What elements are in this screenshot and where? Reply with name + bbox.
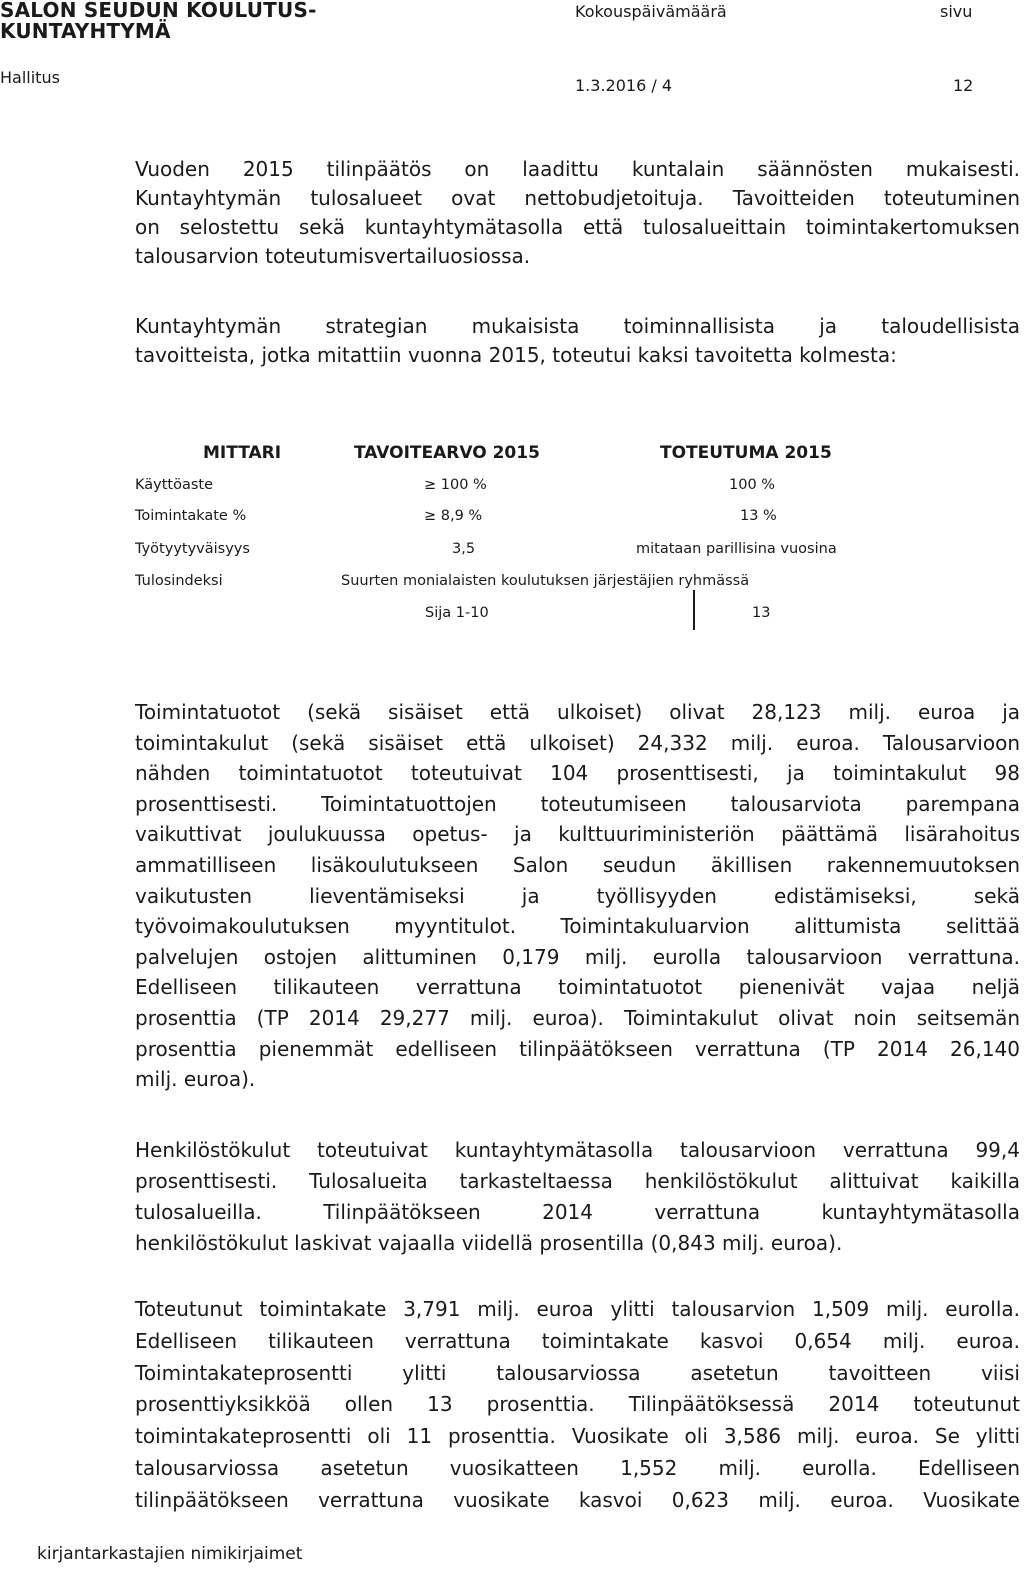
table-header-metric: MITTARI	[203, 443, 282, 463]
meeting-date-value: 1.3.2016 / 4	[575, 76, 672, 95]
paragraph-strategy-goals	[135, 312, 1020, 370]
text-line: prosenttiyksikköä ollen 13 prosenttia. Tilinpäätöksessä 2014 toteutunut	[135, 1392, 1020, 1417]
table-header-actual: TOTEUTUMA 2015	[660, 443, 832, 463]
text-line: toimintakateprosentti oli 11 prosenttia. Vuosikate oli 3,586 milj. euroa. Se ylitti	[135, 1424, 1020, 1449]
table-cell-target: 3,5	[452, 541, 476, 557]
text-line: tilinpäätökseen verrattuna vuosikate kasvoi 0,623 milj. euroa. Vuosikate	[135, 1487, 1020, 1512]
text-line: talousarviossa asetetun vuosikatteen 1,552 milj. eurolla. Edelliseen	[135, 1455, 1020, 1480]
table-cell-target-note: Suurten monialaisten koulutuksen järjestäjien ryhmässä	[341, 573, 750, 589]
text-line: prosenttisesti. Tulosalueita tarkasteltaessa henkilöstökulut alittuivat kaikilla	[135, 1169, 1020, 1193]
table-cell-metric: Tulosindeksi	[135, 573, 223, 589]
table-cell-actual: 13 %	[740, 508, 777, 524]
table-header-target: TAVOITEARVO 2015	[354, 443, 540, 463]
text-line: vaikutusten lieventämiseksi ja työllisyyden edistämiseksi, sekä	[135, 883, 1020, 908]
text-line: Toimintakateprosentti ylitti talousarviossa asetetun tavoitteen viisi	[135, 1360, 1020, 1385]
organization-name-line1: SALON SEUDUN KOULUTUS-	[0, 0, 317, 22]
text-line: Kuntayhtymän strategian mukaisista toiminnallisista ja taloudellisista	[135, 314, 1020, 338]
text-line: prosenttisesti. Toimintatuottojen toteutumiseen talousarviota parempana	[135, 791, 1020, 816]
text-line: Vuoden 2015 tilinpäätös on laadittu kuntalain säännösten mukaisesti.	[135, 157, 1020, 181]
text-line: nähden toimintatuotot toteutuivat 104 prosenttisesti, ja toimintakulut 98	[135, 761, 1020, 786]
table-cell-target: ≥ 100 %	[424, 477, 487, 493]
table-divider	[693, 590, 695, 630]
table-cell-actual: mitataan parillisina vuosina	[636, 541, 837, 557]
page-number-label: sivu	[940, 2, 973, 21]
paragraph-personnel-costs	[135, 1135, 1020, 1259]
text-line: talousarvion toteutumisvertailuosiossa.	[135, 244, 531, 268]
governing-body: Hallitus	[0, 68, 60, 87]
text-line: on selostettu sekä kuntayhtymätasolla että tulosalueittain toimintakertomuksen	[135, 215, 1020, 239]
text-line: Kuntayhtymän tulosalueet ovat nettobudjetoituja. Tavoitteiden toteutuminen	[135, 186, 1020, 210]
text-line: Edelliseen tilikauteen verrattuna toimintatuotot pienenivät vajaa neljä	[135, 975, 1020, 1000]
table-cell-actual: 13	[752, 605, 771, 621]
organization-name-line2: KUNTAYHTYMÄ	[0, 19, 171, 43]
text-line: prosenttia pienemmät edelliseen tilinpäätökseen verrattuna (TP 2014 26,140	[135, 1036, 1020, 1061]
text-line: työvoimakoulutuksen myyntitulot. Toimintakuluarvion alittumista selittää	[135, 914, 1020, 939]
text-line: ammatilliseen lisäkoulutukseen Salon seudun äkillisen rakennemuutoksen	[135, 852, 1020, 877]
text-line: tulosalueilla. Tilinpäätökseen 2014 verrattuna kuntayhtymätasolla	[135, 1200, 1020, 1224]
text-line: toimintakulut (sekä sisäiset että ulkoiset) 24,332 milj. euroa. Talousarvioon	[135, 730, 1020, 755]
paragraph-operating-margin	[135, 1294, 1020, 1517]
text-line: Toteutunut toimintakate 3,791 milj. euroa ylitti talousarvion 1,509 milj. eurolla.	[135, 1297, 1020, 1321]
text-line: milj. euroa).	[135, 1067, 256, 1092]
paragraph-financial-statement	[135, 155, 1020, 271]
table-cell-target: Sija 1-10	[425, 605, 489, 621]
organization-name	[0, 0, 317, 42]
text-line: Edelliseen tilikauteen verrattuna toimintakate kasvoi 0,654 milj. euroa.	[135, 1328, 1020, 1353]
text-line: palvelujen ostojen alittuminen 0,179 milj. eurolla talousarvioon verrattuna.	[135, 944, 1020, 969]
table-cell-metric: Työtyytyväisyys	[135, 541, 250, 557]
table-cell-metric: Toimintakate %	[135, 508, 247, 524]
text-line: Henkilöstökulut toteutuivat kuntayhtymätasolla talousarvioon verrattuna 99,4	[135, 1138, 1020, 1162]
text-line: prosenttia (TP 2014 29,277 milj. euroa). Toimintakulut olivat noin seitsemän	[135, 1005, 1020, 1030]
table-cell-target: ≥ 8,9 %	[424, 508, 483, 524]
table-cell-actual: 100 %	[729, 477, 776, 493]
meeting-date-label: Kokouspäivämäärä	[575, 2, 727, 21]
paragraph-operating-income	[135, 697, 1020, 1095]
auditors-initials-label: kirjantarkastajien nimikirjaimet	[37, 1544, 303, 1564]
page-number-value: 12	[953, 76, 974, 95]
text-line: vaikuttivat joulukuussa opetus- ja kulttuuriministeriön päättämä lisärahoitus	[135, 822, 1020, 847]
text-line: tavoitteista, jotka mitattiin vuonna 2015, toteutui kaksi tavoitetta kolmesta:	[135, 343, 897, 367]
table-cell-metric: Käyttöaste	[135, 477, 214, 493]
text-line: henkilöstökulut laskivat vajaalla viidellä prosentilla (0,843 milj. euroa).	[135, 1231, 843, 1255]
text-line: Toimintatuotot (sekä sisäiset että ulkoiset) olivat 28,123 milj. euroa ja	[135, 700, 1020, 724]
